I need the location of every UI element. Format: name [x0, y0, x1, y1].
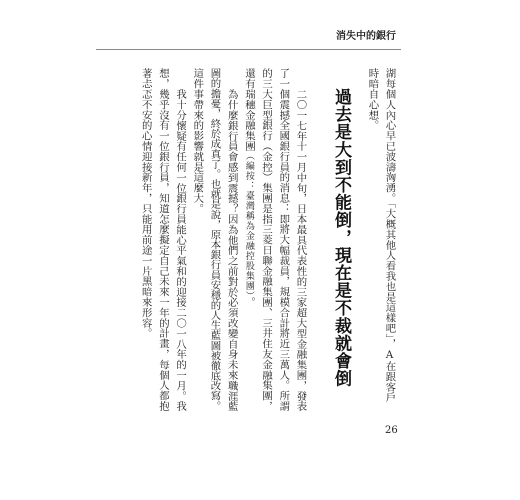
body-line: 了一個震撼全國銀行員的消息：即將大幅裁員，規模合計將近三萬人。所謂 — [277, 68, 290, 412]
editor-note: （編按：臺灣稱為金融控股集團） — [243, 151, 254, 297]
body-line — [243, 68, 254, 307]
body-text: 還有瑞穗金融集團 — [242, 68, 255, 152]
body-line: 時暗自心想。 — [366, 68, 379, 131]
section-heading: 過去是大到不能倒，現在是不裁就會倒 — [331, 88, 351, 388]
body-line: 圖的擔憂，終於成真了。也就是說，原本銀行員安穩的人生藍圖被徹底改寫。 — [208, 68, 221, 411]
page-number: 26 — [385, 425, 398, 436]
body-line: 想，幾乎沒有一位銀行員，知道怎麼擬定自己未來一年的計畫，每個人都抱 — [156, 68, 169, 412]
body-text: 。 — [242, 296, 255, 308]
header-rule — [96, 49, 401, 50]
body-line: 二〇一七年十一月中旬，日本最具代表性的三家超大型金融集團，發表 — [294, 88, 307, 412]
body-line: 的三大巨型銀行（金控）集團是指三菱日聯金融集團、三井住友金融集團， — [260, 68, 273, 412]
body-text: 在跟客戶 — [383, 360, 396, 403]
body-text-latin: A — [383, 348, 396, 361]
body-text: 湖每個人內心早已波濤洶湧。「大概其他人看我也是這樣吧」， — [383, 68, 396, 349]
body-line: 為什麼銀行員會感到震撼？因為他們之前對於必須改變自身未來職涯藍 — [225, 88, 238, 412]
body-line: 著忐忑不安的心情迎接新年，只能用前途一片黑暗來形容。 — [139, 68, 152, 339]
body-line: 我十分懷疑有任何一位銀行員能心平氣和的迎接二〇一八年的一月。我 — [174, 88, 187, 412]
running-header: 消失中的銀行 — [336, 31, 396, 42]
body-line: 這件事帶來的影響就是這麼大。 — [191, 68, 204, 214]
body-line — [384, 68, 395, 402]
